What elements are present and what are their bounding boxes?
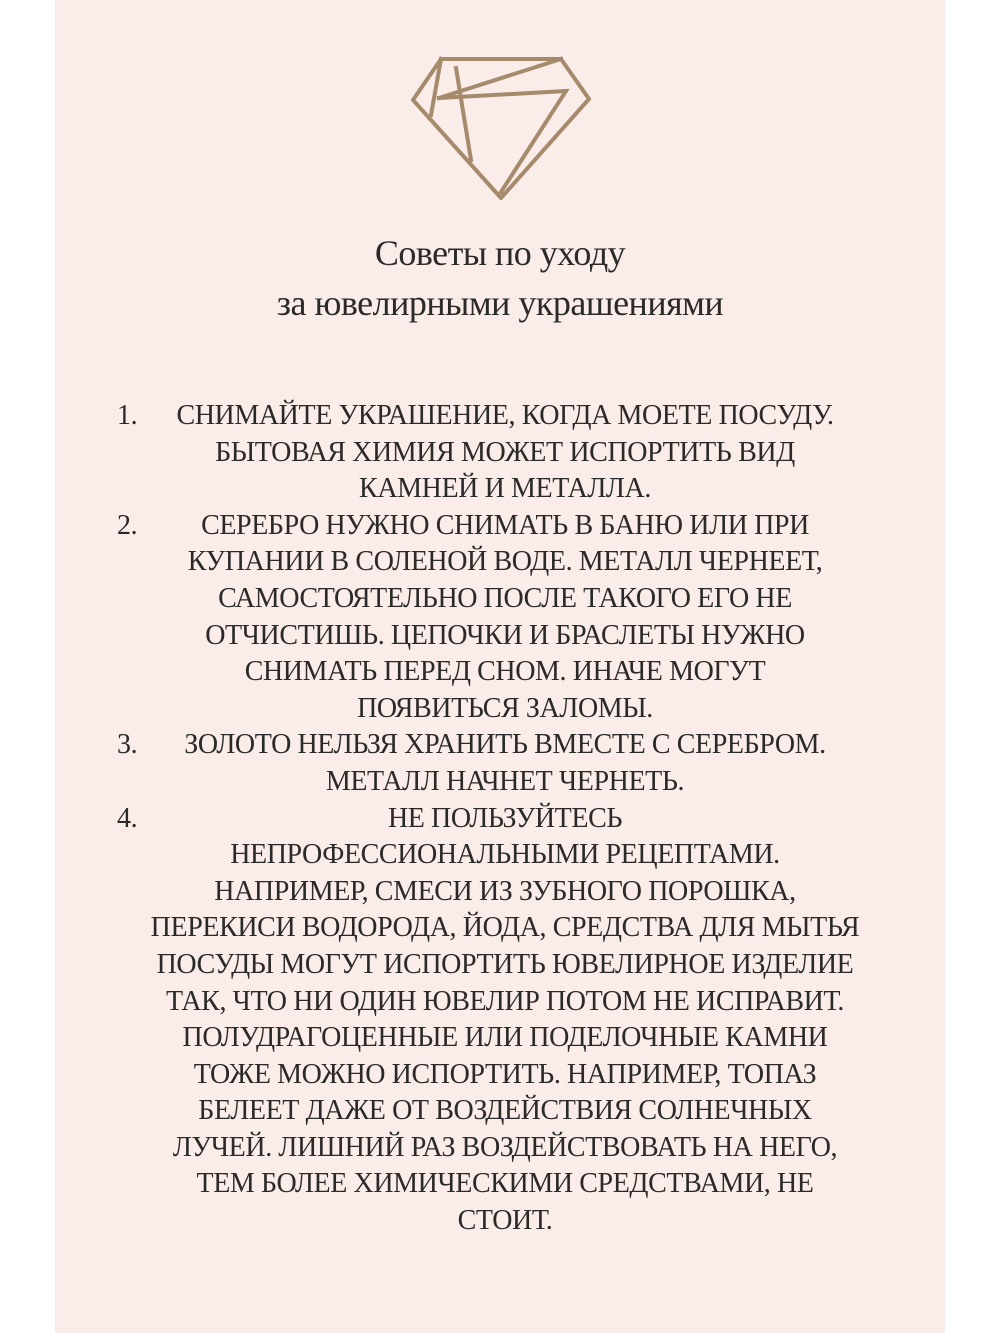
tip-text: ЛУЧЕЙ. ЛИШНИЙ РАЗ ВОЗДЕЙСТВОВАТЬ НА НЕГО, xyxy=(172,1131,838,1163)
tip-line xyxy=(95,947,915,984)
tip-line xyxy=(95,1057,915,1094)
tip-line xyxy=(95,435,915,472)
tip-line xyxy=(95,1166,915,1203)
tip-text: КАМНЕЙ И МЕТАЛЛА. xyxy=(359,473,651,505)
tip-text: ЗОЛОТО НЕЛЬЗЯ ХРАНИТЬ ВМЕСТЕ С СЕРЕБРОМ. xyxy=(184,729,826,761)
tip-text: МЕТАЛЛ НАЧНЕТ ЧЕРНЕТЬ. xyxy=(325,765,685,797)
tip-text: ПЕРЕКИСИ ВОДОРОДА, ЙОДА, СРЕДСТВА ДЛЯ МЫТЬЯ xyxy=(150,912,860,944)
tip-number: 2. xyxy=(117,509,138,541)
care-tips-list xyxy=(95,398,915,1240)
tip-number: 4. xyxy=(117,802,138,834)
page-title xyxy=(0,228,1000,328)
tip-text: СТОИТ. xyxy=(457,1205,553,1237)
tip-text: НЕ ПОЛЬЗУЙТЕСЬ xyxy=(387,802,623,834)
title-line-1: Советы по уходу xyxy=(374,233,626,273)
tip-line xyxy=(95,764,915,801)
tip-line xyxy=(95,910,915,947)
tip-text: СЕРЕБРО НУЖНО СНИМАТЬ В БАНЮ ИЛИ ПРИ xyxy=(201,509,809,541)
tip-line xyxy=(95,654,915,691)
tip-line xyxy=(95,471,915,508)
tip-text: СНИМАТЬ ПЕРЕД СНОМ. ИНАЧЕ МОГУТ xyxy=(244,656,766,688)
tip-text: ТАК, ЧТО НИ ОДИН ЮВЕЛИР ПОТОМ НЕ ИСПРАВИТ. xyxy=(166,985,844,1017)
tip-line xyxy=(95,618,915,655)
tip-text: САМОСТОЯТЕЛЬНО ПОСЛЕ ТАКОГО ЕГО НЕ xyxy=(218,582,792,614)
tip-line xyxy=(95,544,915,581)
tip-text: НЕПРОФЕССИОНАЛЬНЫМИ РЕЦЕПТАМИ. xyxy=(230,839,780,871)
tip-line xyxy=(95,1093,915,1130)
tip-line xyxy=(95,1020,915,1057)
tip-line xyxy=(95,398,915,435)
tip-line xyxy=(95,1203,915,1240)
tip-text: ПОЛУДРАГОЦЕННЫЕ ИЛИ ПОДЕЛОЧНЫЕ КАМНИ xyxy=(182,1022,828,1054)
tip-line xyxy=(95,727,915,764)
tip-line xyxy=(95,508,915,545)
title-line-2: за ювелирными украшениями xyxy=(276,283,724,323)
diamond-icon xyxy=(411,50,591,200)
tip-text: ТЕМ БОЛЕЕ ХИМИЧЕСКИМИ СРЕДСТВАМИ, НЕ xyxy=(196,1168,814,1200)
tip-text: КУПАНИИ В СОЛЕНОЙ ВОДЕ. МЕТАЛЛ ЧЕРНЕЕТ, xyxy=(187,546,823,578)
tip-text: ПОСУДЫ МОГУТ ИСПОРТИТЬ ЮВЕЛИРНОЕ ИЗДЕЛИЕ xyxy=(156,948,854,980)
tip-line xyxy=(95,984,915,1021)
tip-line xyxy=(95,837,915,874)
tip-number: 3. xyxy=(117,729,138,761)
tip-line xyxy=(95,691,915,728)
tip-number: 1. xyxy=(117,400,138,431)
tip-text: СНИМАЙТЕ УКРАШЕНИЕ, КОГДА МОЕТЕ ПОСУДУ. xyxy=(176,400,834,431)
tip-text: БЫТОВАЯ ХИМИЯ МОЖЕТ ИСПОРТИТЬ ВИД xyxy=(215,436,795,468)
tip-text: ОТЧИСТИШЬ. ЦЕПОЧКИ И БРАСЛЕТЫ НУЖНО xyxy=(205,619,805,651)
tip-text: ПОЯВИТЬСЯ ЗАЛОМЫ. xyxy=(357,692,653,724)
tip-text: БЕЛЕЕТ ДАЖЕ ОТ ВОЗДЕЙСТВИЯ СОЛНЕЧНЫХ xyxy=(198,1095,812,1127)
tip-text: ТОЖЕ МОЖНО ИСПОРТИТЬ. НАПРИМЕР, ТОПАЗ xyxy=(193,1058,817,1090)
tip-text: НАПРИМЕР, СМЕСИ ИЗ ЗУБНОГО ПОРОШКА, xyxy=(214,875,796,907)
tip-line xyxy=(95,874,915,911)
tip-line xyxy=(95,801,915,838)
tip-line xyxy=(95,581,915,618)
tip-line xyxy=(95,1130,915,1167)
